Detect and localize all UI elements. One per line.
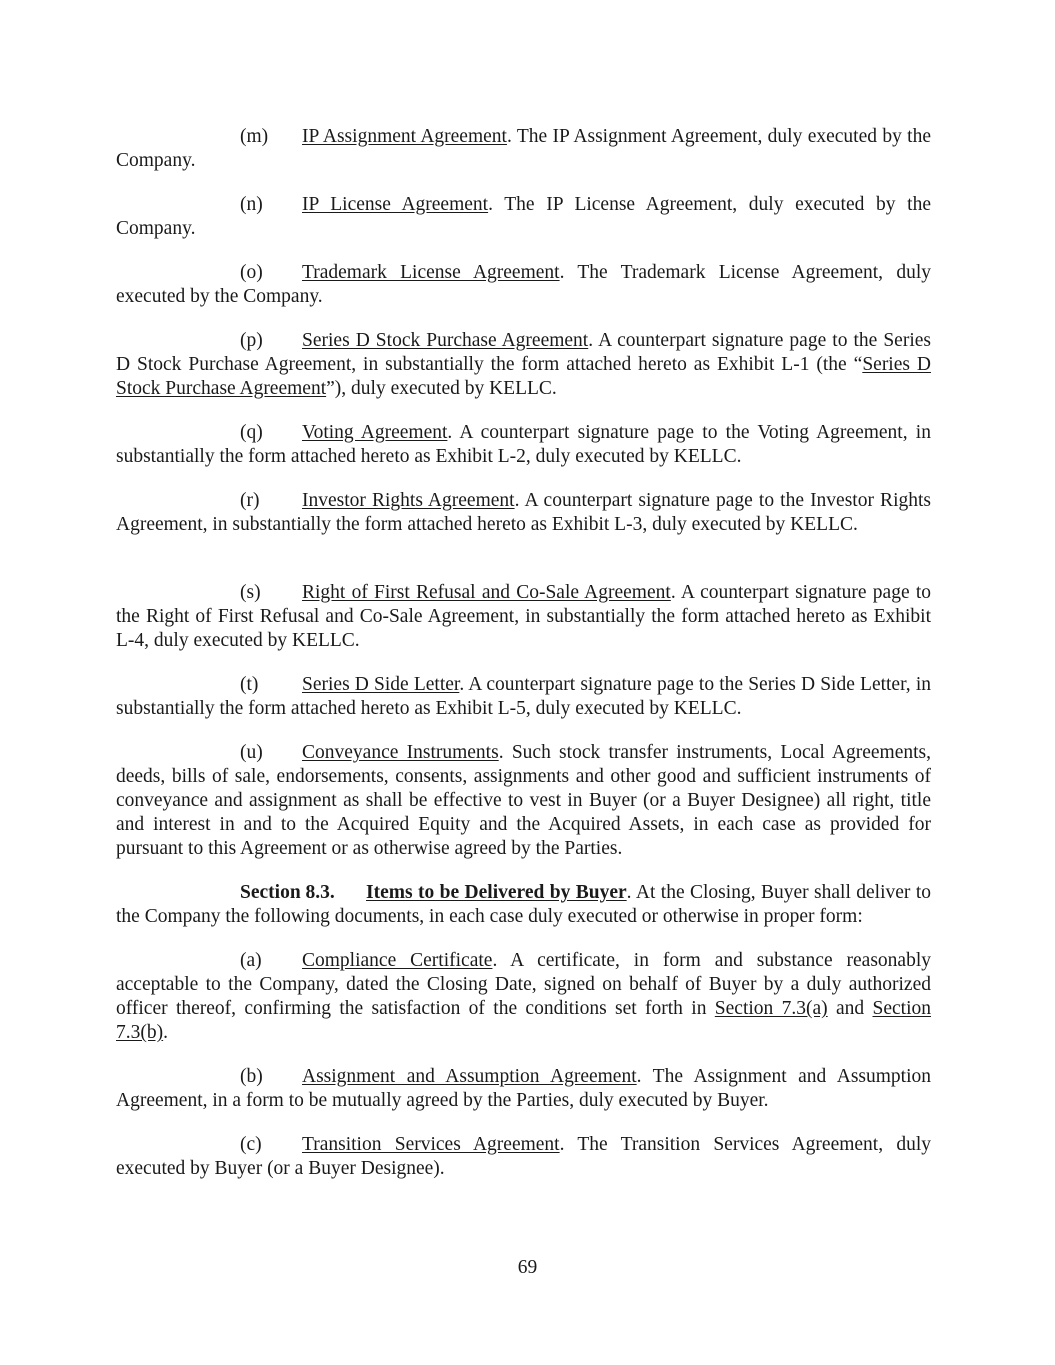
item-body-end: ”), duly executed by KELLC. bbox=[326, 378, 557, 399]
item-body: . Such stock transfer instruments, Local Agreements, deeds, bills of sale, endorsements, consents, assignments and other good and sufficient instruments of conveyance and assignment as shall be effective to vest in Buyer (or a Buyer Designee) all right, title and interest in and to the Acquired Equity and the Acquired Assets, in each case as provided for pursuant to this Agreement or as otherwise agreed by the Parties. bbox=[116, 742, 932, 859]
item-body: . The IP License Agreement, duly executed by the Company. bbox=[116, 194, 931, 239]
item-body: . A counterpart signature page to the Series D Side Letter, in substantially the form attached hereto as Exhibit L-5, duly executed by KELLC. bbox=[116, 674, 931, 719]
item-body: . The Assignment and Assumption Agreement, in a form to be mutually agreed by the Parties, duly executed by Buyer. bbox=[116, 1066, 932, 1111]
item-label: (q) bbox=[240, 422, 263, 443]
item-label: (p) bbox=[240, 330, 263, 351]
item-m bbox=[116, 125, 931, 173]
item-label: (b) bbox=[240, 1066, 263, 1087]
item-title: Voting Agreement bbox=[302, 422, 448, 443]
item-title: Compliance Certificate bbox=[302, 950, 493, 971]
item-body-mid: and bbox=[827, 998, 873, 1019]
item-body: . A counterpart signature page to the Voting Agreement, in substantially the form attached hereto as Exhibit L-2, duly executed by KELLC. bbox=[116, 422, 931, 467]
item-title: IP License Agreement bbox=[302, 194, 489, 215]
item-r bbox=[116, 489, 931, 537]
item-title: Series D Side Letter bbox=[302, 674, 460, 695]
item-t bbox=[116, 673, 931, 721]
item-title: Right of First Refusal and Co-Sale Agreement bbox=[302, 582, 671, 603]
item-label: (t) bbox=[240, 674, 259, 695]
item-q bbox=[116, 421, 931, 469]
item-title: Trademark License Agreement bbox=[302, 262, 560, 283]
item-label: (c) bbox=[240, 1134, 262, 1155]
item-body: . The Transition Services Agreement, duly executed by Buyer (or a Buyer Designee). bbox=[116, 1134, 932, 1179]
section-body: . At the Closing, Buyer shall deliver to the Company the following documents, in each case duly executed or otherwise in proper form: bbox=[116, 882, 931, 927]
item-body: . The Trademark License Agreement, duly executed by the Company. bbox=[116, 262, 931, 307]
item-body: . A counterpart signature page to the Series D Stock Purchase Agreement, in substantially the form attached hereto as Exhibit L-1 (the “ bbox=[116, 330, 931, 375]
item-body: . A certificate, in form and substance reasonably acceptable to the Company, dated the Closing Date, signed on behalf of Buyer by a duly authorized officer thereof, confirming the satisfaction of the conditions set forth in bbox=[116, 950, 931, 1019]
item-body: . A counterpart signature page to the Investor Rights Agreement, in substantially the form attached hereto as Exhibit L-3, duly executed by KELLC. bbox=[116, 490, 931, 535]
item-title: Transition Services Agreement bbox=[302, 1134, 560, 1155]
section-ref: Section 7.3(a) bbox=[714, 998, 828, 1019]
item-title: Conveyance Instruments bbox=[302, 742, 499, 763]
item-label: (o) bbox=[240, 262, 263, 283]
item-c bbox=[116, 1133, 931, 1181]
item-label: (m) bbox=[240, 126, 269, 147]
item-label: (u) bbox=[240, 742, 263, 763]
section-8-3 bbox=[116, 881, 931, 929]
item-p bbox=[116, 329, 931, 401]
item-o bbox=[116, 261, 931, 309]
item-n bbox=[116, 193, 931, 241]
item-body: . The IP Assignment Agreement, duly executed by the Company. bbox=[116, 126, 932, 171]
item-label: (s) bbox=[240, 582, 261, 603]
item-title: IP Assignment Agreement bbox=[302, 126, 507, 147]
page-number: 69 bbox=[517, 1257, 538, 1278]
item-body: . A counterpart signature page to the Right of First Refusal and Co-Sale Agreement, in substantially the form attached hereto as Exhibit L-4, duly executed by KELLC. bbox=[116, 582, 931, 651]
item-s bbox=[116, 581, 931, 653]
item-title: Assignment and Assumption Agreement bbox=[302, 1066, 637, 1087]
defined-term: Series D Stock Purchase Agreement bbox=[116, 354, 931, 399]
item-u bbox=[116, 741, 931, 861]
item-title: Series D Stock Purchase Agreement bbox=[302, 330, 589, 351]
item-label: (a) bbox=[240, 950, 262, 971]
item-body-end: . bbox=[163, 1022, 168, 1043]
item-b bbox=[116, 1065, 931, 1113]
item-title: Investor Rights Agreement bbox=[302, 490, 515, 511]
item-label: (r) bbox=[240, 490, 260, 511]
section-ref: Section 7.3(b) bbox=[116, 998, 931, 1043]
section-title: Items to be Delivered by Buyer bbox=[366, 882, 627, 903]
item-label: (n) bbox=[240, 194, 263, 215]
item-a bbox=[116, 949, 931, 1045]
section-number: Section 8.3. bbox=[240, 882, 335, 903]
